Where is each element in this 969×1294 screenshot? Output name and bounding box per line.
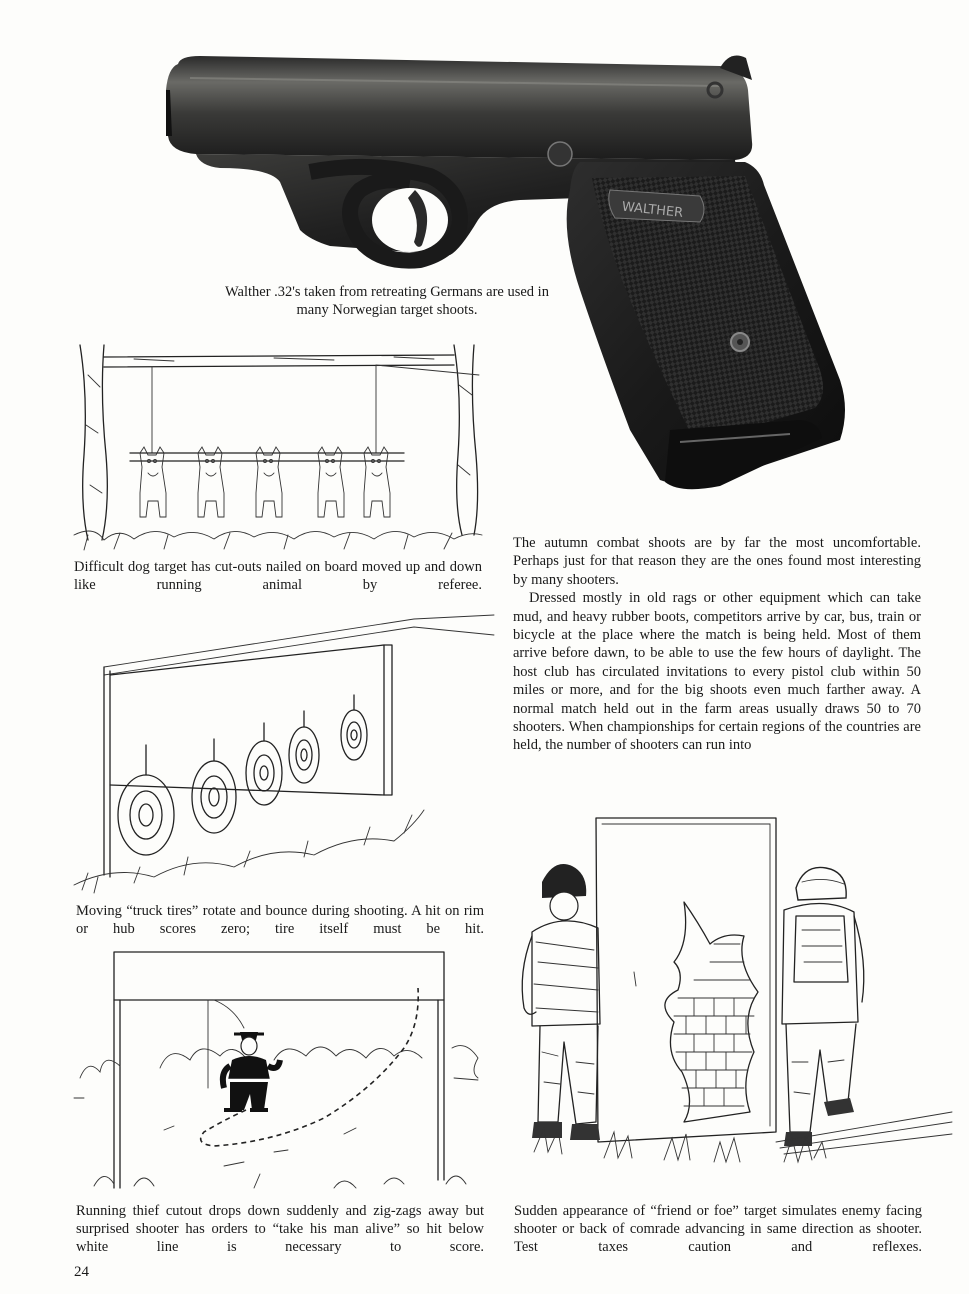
- friend-foe-caption: Sudden appearance of “friend or foe” target simulates enemy facing shooter or back of comrade advancing in same direction as shooter. Test taxes caution and reflexes.: [514, 1203, 922, 1255]
- truck-tires-illustration: [74, 605, 494, 900]
- walther-logo: WALTHER: [621, 199, 684, 221]
- page-number: 24: [74, 1264, 89, 1280]
- friend-or-foe-illustration: [514, 812, 954, 1187]
- dog-target-illustration: [74, 335, 484, 560]
- body-paragraph-1: The autumn combat shoots are by far the most uncomfortable. Perhaps just for that reason they are the ones found most interesting by many shooters.: [513, 535, 921, 588]
- tires-caption: Moving “truck tires” rotate and bounce during shooting. A hit on rim or hub scores zero; tire itself must be hit.: [76, 903, 484, 937]
- running-thief-illustration: [74, 948, 484, 1198]
- body-paragraph-2: Dressed mostly in old rags or other equipment which can take mud, and heavy rubber boots, competitors arrive by car, bus, train or bicycle at the place where the match is being held. Most of them arrive before dawn, to be able to use the few hours of daylight. The host club has circulated invitations to every pistol club within 50 miles or more, and for the big shoots even much farther away. A normal match held out in the farm areas usually draws 50 to 70 shooters. When championships for certain regions of the countries are held, the number of shooters can run into: [513, 590, 921, 754]
- dog-target-caption: Difficult dog target has cut-outs nailed on board moved up and down like running animal by referee.: [74, 559, 482, 593]
- article-body: [513, 534, 921, 755]
- thief-caption: Running thief cutout drops down suddenly and zig-zags away but surprised shooter has orders to “take his man alive” so hit below white line is necessary to score.: [76, 1203, 484, 1255]
- pistol-caption: Walther .32's taken from retreating Germans are used in many Norwegian target shoots.: [225, 284, 549, 318]
